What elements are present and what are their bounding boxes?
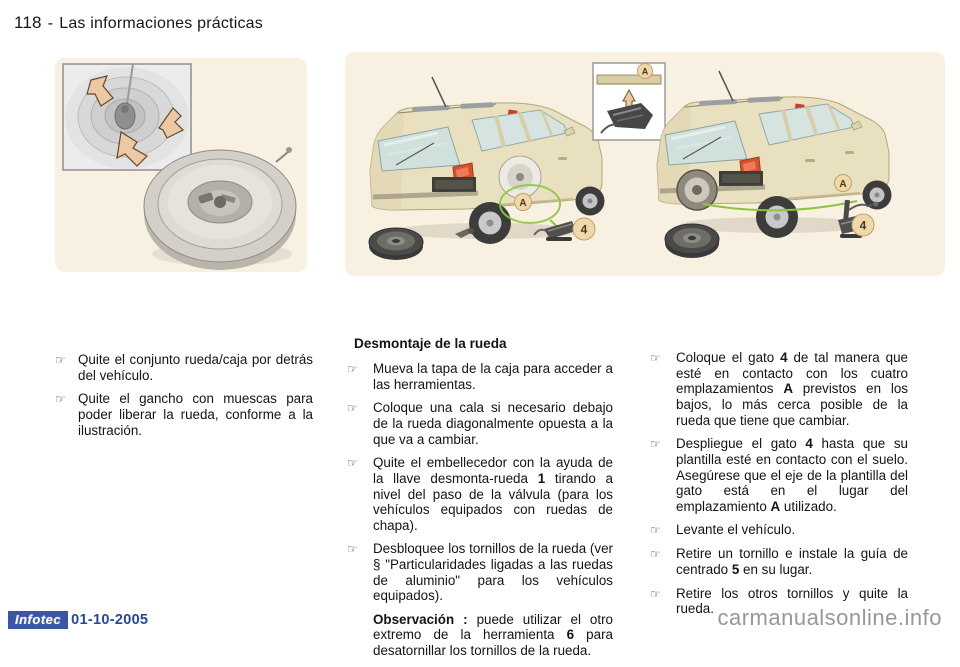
right-text-column <box>650 350 908 625</box>
watermark: carmanualsonline.info <box>717 605 942 630</box>
label-a-badge <box>638 64 653 79</box>
header-separator: - <box>47 15 54 32</box>
section-heading: Desmontaje de la rueda <box>354 336 507 351</box>
observation-note: Observación : puede utilizar el otro extremo de la herramienta 6 para desatornillar los tornillos de la rueda. <box>373 611 613 658</box>
rear-mounted-wheel <box>677 170 717 210</box>
svg-text:4: 4 <box>580 222 588 237</box>
instruction-text: Retire un tornillo e instale la guía de centrado 5 en su lugar. <box>676 546 908 577</box>
svg-text:A: A <box>641 66 649 77</box>
instruction-item <box>650 522 908 538</box>
instruction-item <box>55 352 313 383</box>
instruction-text: Desbloquee los tornillos de la rueda (ver § "Particularidades ligadas a las ruedas de aluminio" para los vehículos equipados). <box>373 541 613 604</box>
hand-bullet-icon: ☞ <box>650 351 661 365</box>
hand-bullet-icon: ☞ <box>347 361 358 376</box>
instruction-text: Coloque una cala si necesario debajo de la rueda diagonalmente opuesta a la que va a cambiar. <box>373 400 613 447</box>
spare-wheel-with-tools <box>144 147 296 270</box>
hand-bullet-icon: ☞ <box>347 456 358 471</box>
hand-bullet-icon: ☞ <box>55 353 66 367</box>
label-4-badge <box>852 214 874 236</box>
footer <box>8 611 148 629</box>
instruction-item <box>347 361 613 392</box>
instruction-item <box>650 350 908 428</box>
sill-bar <box>597 75 661 84</box>
svg-text:A: A <box>839 179 847 190</box>
instruction-text: Quite el embellecedor con la ayuda de la llave desmonta-rueda 1 tirando a nivel del paso de la válvula (para los vehículos equipados con ruedas de chapa). <box>373 455 613 533</box>
left-text-column <box>55 352 313 446</box>
instruction-item <box>650 436 908 514</box>
instruction-text: Mueva la tapa de la caja para acceder a las herramientas. <box>373 360 613 392</box>
instruction-item <box>347 455 613 533</box>
instruction-text: Retire los otros tornillos y quite la rueda. <box>676 585 908 617</box>
page-title: Las informaciones prácticas <box>59 15 263 32</box>
cars-illustration <box>345 52 950 290</box>
hand-bullet-icon: ☞ <box>347 401 358 416</box>
label-a-badge <box>515 194 532 211</box>
hand-bullet-icon: ☞ <box>55 392 66 407</box>
instruction-text: Coloque el gato 4 de tal manera que esté en contacto con los cuatro emplazamientos A previstos en los bajos, lo más cerca posible de la rueda que tiene que cambiar. <box>676 350 908 428</box>
instruction-text: Despliegue el gato 4 hasta que su plantilla esté en contacto con el suelo. Asegúrese que el eje de la plantilla del gato está en el lugar del emplazamiento A utilizado. <box>676 436 908 514</box>
svg-text:4: 4 <box>859 218 867 233</box>
instruction-text: Quite el gancho con muescas para poder liberar la rueda, conforme a la ilustración. <box>78 391 313 438</box>
infotec-logo: Infotec <box>8 611 68 629</box>
spare-tire <box>369 228 423 260</box>
instruction-item <box>650 546 908 577</box>
page-header <box>14 13 263 33</box>
removed-wheel-cover <box>499 156 541 198</box>
label-4-badge <box>573 218 595 240</box>
instruction-item <box>347 541 613 604</box>
wheel-well-photo <box>63 64 191 170</box>
footer-date: 01-10-2005 <box>71 612 149 628</box>
spare-tire <box>665 224 719 258</box>
svg-text:A: A <box>519 198 527 209</box>
wheel-storage-illustration <box>55 58 307 276</box>
instruction-item <box>55 391 313 438</box>
hand-bullet-icon: ☞ <box>650 547 661 562</box>
instruction-text: Quite el conjunto rueda/caja por detrás del vehículo. <box>78 352 313 383</box>
label-a-badge <box>835 175 852 192</box>
page-number: 118 <box>14 13 42 32</box>
hand-bullet-icon: ☞ <box>347 542 358 557</box>
hand-bullet-icon: ☞ <box>650 437 661 452</box>
instruction-text: Levante el vehículo. <box>676 522 796 538</box>
hand-bullet-icon: ☞ <box>650 523 661 538</box>
hand-bullet-icon: ☞ <box>650 586 661 601</box>
instruction-item <box>347 400 613 447</box>
middle-text-column <box>347 336 613 667</box>
inset-jack-detail <box>593 63 665 140</box>
